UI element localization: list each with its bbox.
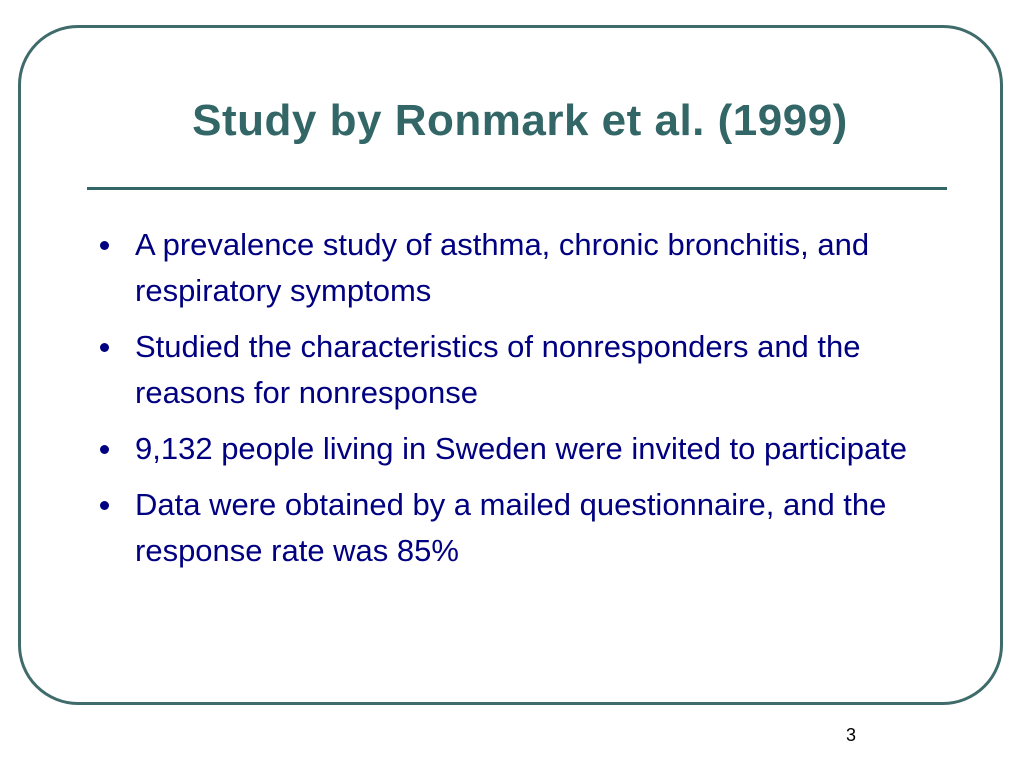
bullet-text: Data were obtained by a mailed questionnaire, and the response rate was 85% — [135, 487, 887, 568]
bullet-icon — [100, 445, 109, 454]
bullet-list — [100, 222, 960, 584]
bullet-text: A prevalence study of asthma, chronic bronchitis, and respiratory symptoms — [135, 227, 870, 308]
bullet-icon — [100, 343, 109, 352]
bullet-item — [100, 324, 960, 416]
bullet-text: Studied the characteristics of nonresponders and the reasons for nonresponse — [135, 329, 861, 410]
bullet-item — [100, 426, 960, 472]
slide-title: Study by Ronmark et al. (1999) — [192, 96, 848, 145]
page-number: 3 — [846, 725, 857, 745]
bullet-item — [100, 482, 960, 574]
bullet-icon — [100, 501, 109, 510]
title-divider — [87, 187, 947, 190]
bullet-item — [100, 222, 960, 314]
bullet-text: 9,132 people living in Sweden were invited to participate — [135, 431, 908, 466]
bullet-icon — [100, 241, 109, 250]
